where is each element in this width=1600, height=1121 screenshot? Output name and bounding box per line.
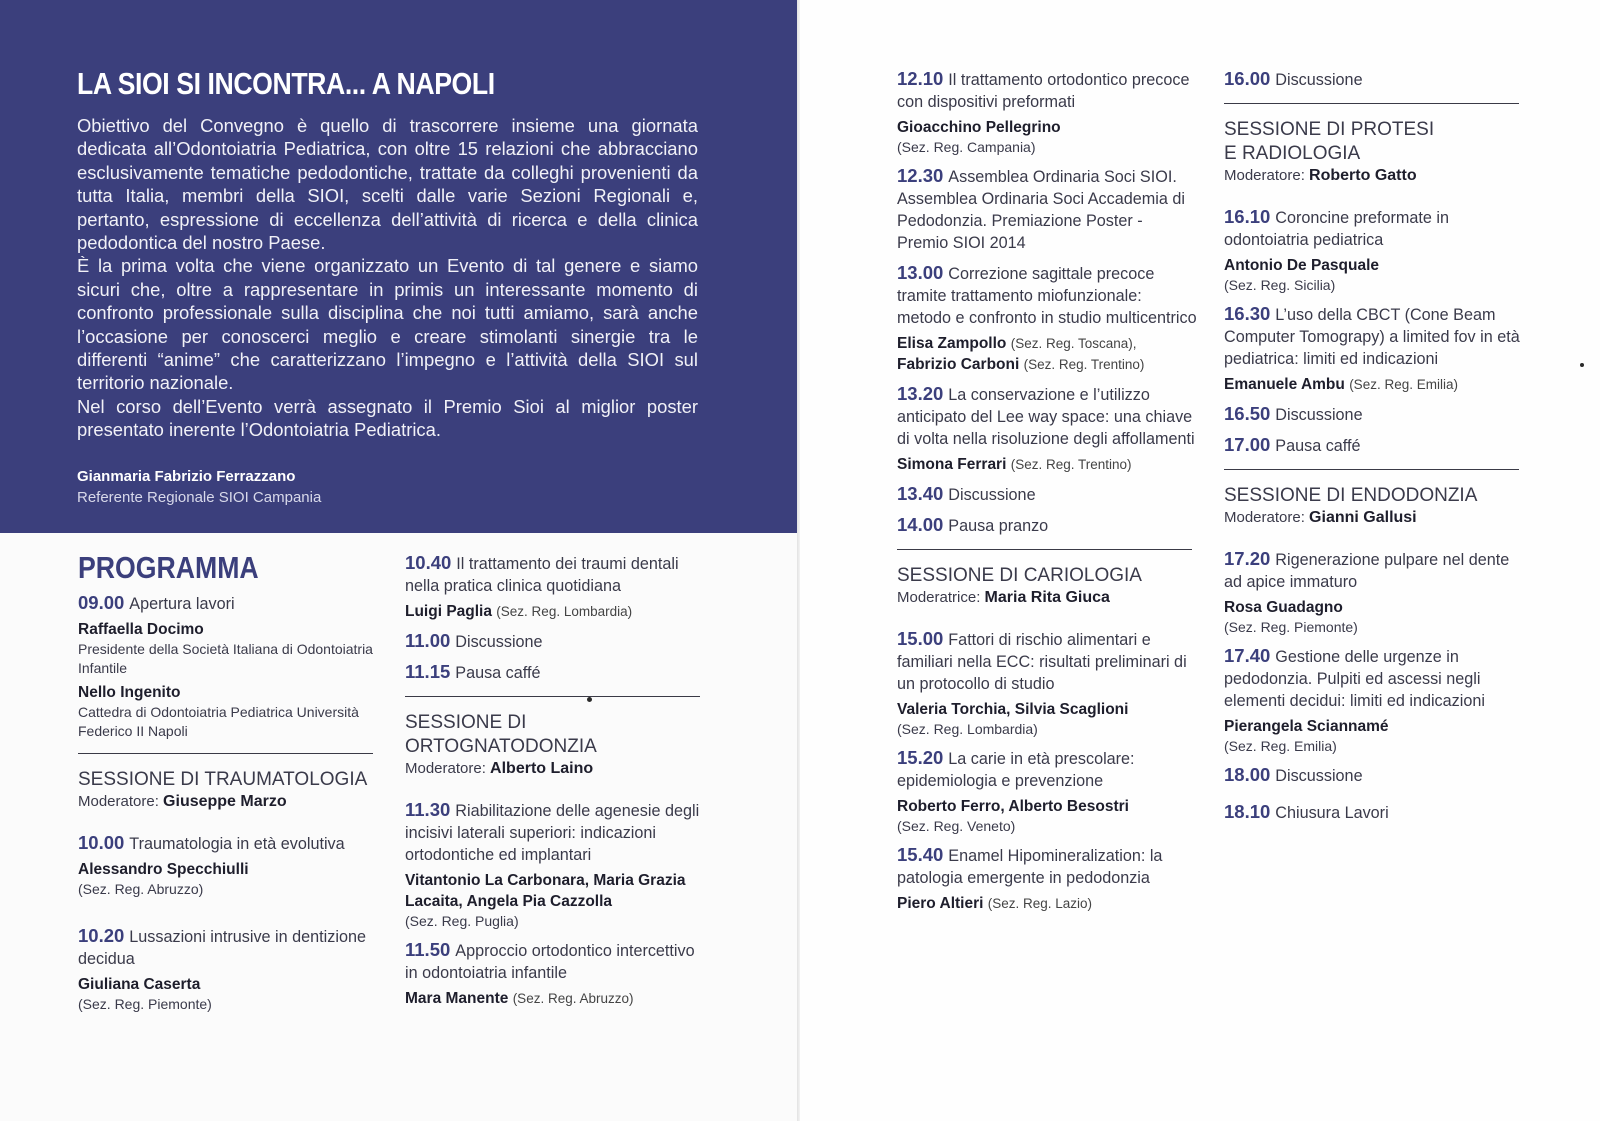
program-item [405,939,705,1009]
item-talk: Coroncine preformate in odontoiatria pediatrica [1224,209,1449,249]
item-talk: Riabilitazione delle agenesie degli incisivi laterali superiori: indicazioni ortodontiche ed implantari [405,802,700,864]
item-talk: Assemblea Ordinaria Soci SIOI. Assemblea Ordinaria Soci Accademia di Pedodonzia. Premiazione Poster - Premio SIOI 2014 [897,168,1185,252]
item-talk: Il trattamento dei traumi dentali nella pratica clinica quotidiana [405,555,679,595]
item-time: 13.00 [897,262,944,283]
item-speaker: Valeria Torchia, Silvia Scaglioni [897,701,1129,718]
program-column-4 [1224,68,1524,832]
item-time: 11.15 [405,661,451,682]
item-speaker: Gioacchino Pellegrino [897,119,1061,136]
item-talk: Discussione [1275,767,1363,785]
session-title: SESSIONE DI ORTOGNATODONZIA [405,712,597,757]
divider [78,753,373,754]
program-item [897,483,1197,506]
item-speaker: Giuliana Caserta [78,976,201,993]
item-time: 15.40 [897,844,944,865]
program-column-2 [405,552,705,1017]
session-title: SESSIONE DI PROTESI E RADIOLOGIA [1224,119,1435,164]
item-time: 16.50 [1224,403,1271,424]
item-time: 17.40 [1224,645,1271,666]
item-time: 09.00 [78,592,125,613]
item-speaker: Vitantonio La Carbonara, Maria Grazia Lacaita, Angela Pia Cazzolla [405,872,686,910]
item-speaker: Luigi Paglia [405,603,492,620]
item-region: (Sez. Reg. Emilia) [1224,738,1337,754]
program-item [1224,801,1524,824]
session-title: SESSIONE DI TRAUMATOLOGIA [78,769,368,790]
ink-speck [1580,363,1584,367]
item-talk: Chiusura Lavori [1275,804,1389,822]
item-region: (Sez. Reg. Trentino) [1010,457,1132,472]
item-speaker: Piero Altieri [897,895,984,912]
item-speaker: Rosa Guadagno [1224,599,1343,616]
intro-panel [0,0,798,533]
item-talk: Pausa pranzo [948,517,1049,535]
program-item [1224,764,1524,787]
item-time: 15.20 [897,747,944,768]
item-talk: Enamel Hipomineralization: la patologia emergente in pedodonzia [897,847,1163,887]
program-item [405,799,705,931]
item-region: (Sez. Reg. Sicilia) [1224,277,1336,293]
intro-title: LA SIOI SI INCONTRA... A NAPOLI [77,66,495,101]
item-affiliation: Cattedra di Odontoiatria Pediatrica Università Federico II Napoli [78,704,359,739]
divider [897,549,1192,550]
item-region: (Sez. Reg. Piemonte) [78,996,212,1012]
item-talk: Rigenerazione pulpare nel dente ad apice immaturo [1224,551,1510,591]
item-talk: Pausa caffé [1275,437,1361,455]
program-item [897,628,1197,739]
program-item [897,747,1197,836]
item-time: 11.30 [405,799,451,820]
item-speaker: Pierangela Sciannamé [1224,718,1389,735]
item-speaker: Nello Ingenito [78,684,181,701]
item-speaker: Emanuele Ambu [1224,376,1345,393]
item-talk: La conservazione e l’utilizzo anticipato del Lee way space: una chiave di volta nella risoluzione degli affollamenti [897,386,1195,448]
item-region: (Sez. Reg. Trentino) [1023,357,1145,372]
item-talk: Discussione [455,633,543,651]
item-time: 10.40 [405,552,452,573]
item-talk: L’uso della CBCT (Cone Beam Computer Tomograpy) a limited fov in età pediatrica: limiti ed indicazioni [1224,306,1520,368]
item-time: 10.20 [78,925,125,946]
ink-speck [587,697,592,702]
program-item [897,383,1197,475]
item-region: (Sez. Reg. Emilia) [1349,377,1458,392]
program-item [1224,303,1524,395]
item-time: 11.50 [405,939,451,960]
item-speaker: Raffaella Docimo [78,621,204,638]
intro-paragraph: Nel corso dell’Evento verrà assegnato il Premio Sioi al miglior poster presentato inerente l’Odontoiatria Pediatrica. [77,395,698,441]
item-region: (Sez. Reg. Lombardia) [496,604,633,619]
item-time: 15.00 [897,628,944,649]
session-moderator: Moderatore: Giuseppe Marzo [78,793,287,810]
program-item [405,661,705,684]
session-title: SESSIONE DI CARIOLOGIA [897,565,1142,586]
item-time: 14.00 [897,514,944,535]
item-region: (Sez. Reg. Toscana), [1010,336,1137,351]
item-time: 18.10 [1224,801,1271,822]
program-item [405,552,705,622]
programma-heading: PROGRAMMA [78,550,259,585]
item-region: (Sez. Reg. Puglia) [405,913,519,929]
program-item [1224,403,1524,426]
item-time: 11.00 [405,630,451,651]
item-talk: La carie in età prescolare: epidemiologia e prevenzione [897,750,1135,790]
item-speaker: Elisa Zampollo [897,335,1007,352]
program-item [1224,68,1524,91]
item-talk: Pausa caffé [455,664,541,682]
program-item [1224,548,1524,637]
divider [1224,469,1519,470]
item-speaker: Mara Manente [405,990,509,1007]
session-moderator: Moderatrice: Maria Rita Giuca [897,589,1110,606]
program-item [897,262,1197,375]
item-region: (Sez. Reg. Abruzzo) [512,991,634,1006]
session-moderator: Moderatore: Gianni Gallusi [1224,509,1417,526]
item-talk: Correzione sagittale precoce tramite trattamento miofunzionale: metodo e confronto in studio multicentrico [897,265,1197,327]
program-column-3 [897,68,1197,922]
item-time: 12.30 [897,165,944,186]
program-item [897,68,1197,157]
item-speaker: Simona Ferrari [897,456,1007,473]
item-talk: Lussazioni intrusive in dentizione decidua [78,928,366,968]
item-speaker: Antonio De Pasquale [1224,257,1380,274]
item-talk: Approccio ortodontico intercettivo in odontoiatria infantile [405,942,695,982]
program-column-1 [78,550,378,1022]
program-item [78,832,378,899]
program-item [78,925,378,1014]
item-time: 18.00 [1224,764,1271,785]
divider [405,696,700,697]
item-talk: Traumatologia in età evolutiva [129,835,345,853]
item-region: (Sez. Reg. Lombardia) [897,721,1038,737]
item-region: (Sez. Reg. Campania) [897,139,1036,155]
item-talk: Discussione [1275,406,1363,424]
signature-name: Gianmaria Fabrizio Ferrazzano [77,467,296,485]
item-time: 16.10 [1224,206,1271,227]
item-time: 17.20 [1224,548,1271,569]
item-speaker: Fabrizio Carboni [897,356,1020,373]
program-item [78,592,378,741]
item-time: 10.00 [78,832,125,853]
item-time: 17.00 [1224,434,1271,455]
item-talk: Discussione [1275,71,1363,89]
session-moderator: Moderatore: Roberto Gatto [1224,167,1417,184]
item-time: 16.00 [1224,68,1271,89]
item-time: 16.30 [1224,303,1271,324]
intro-body [77,114,698,442]
program-item [897,514,1197,537]
item-speaker: Roberto Ferro, Alberto Besostri [897,798,1129,815]
program-item [1224,645,1524,756]
item-time: 13.20 [897,383,944,404]
item-region: (Sez. Reg. Veneto) [897,818,1016,834]
item-talk: Il trattamento ortodontico precoce con dispositivi preformati [897,71,1190,111]
intro-paragraph: È la prima volta che viene organizzato un Evento di tal genere e siamo sicuri che, oltre a rappresentare in primis un interessante momento di confronto professionale sulla disciplina che noi tutti amiamo, sarà anche l’occasione per conoscerci meglio e creare stimolanti sinergie tra le differenti “anime” che caratterizzano l’impegno e l’attività della SIOI sul territorio nazionale. [77,255,698,394]
divider [1224,103,1519,104]
item-talk: Discussione [948,486,1036,504]
program-item [897,165,1197,254]
item-speaker: Alessandro Specchiulli [78,861,249,878]
program-item [1224,206,1524,295]
left-page [0,0,798,1121]
signature [77,466,698,508]
item-region: (Sez. Reg. Piemonte) [1224,619,1358,635]
item-time: 12.10 [897,68,944,89]
program-item [897,844,1197,914]
session-title: SESSIONE DI ENDODONZIA [1224,485,1478,506]
item-affiliation: Presidente della Società Italiana di Odontoiatria Infantile [78,641,373,676]
program-item [405,630,705,653]
item-talk: Apertura lavori [129,595,235,613]
item-region: (Sez. Reg. Abruzzo) [78,881,204,897]
signature-role: Referente Regionale SIOI Campania [77,488,322,506]
program-item [1224,434,1524,457]
item-talk: Fattori di rischio alimentari e familiari nella ECC: risultati preliminari di un protocollo di studio [897,631,1187,693]
intro-paragraph: Obiettivo del Convegno è quello di trascorrere insieme una giornata dedicata all’Odontoiatria Pediatrica, con oltre 15 relazioni che abbracciano esclusivamente tematiche pedodontiche, trattate da colleghi provenienti da tutta Italia, membri della SIOI, scelti dalle varie Sezioni Regionali e, pertanto, espressione di eccellenza dell’attività di ricerca e della clinica pedodontica del nostro Paese. [77,115,698,254]
item-region: (Sez. Reg. Lazio) [987,896,1093,911]
session-moderator: Moderatore: Alberto Laino [405,760,594,777]
item-time: 13.40 [897,483,944,504]
item-talk: Gestione delle urgenze in pedodonzia. Pulpiti ed ascessi negli elementi decidui: limiti ed indicazioni [1224,648,1485,710]
